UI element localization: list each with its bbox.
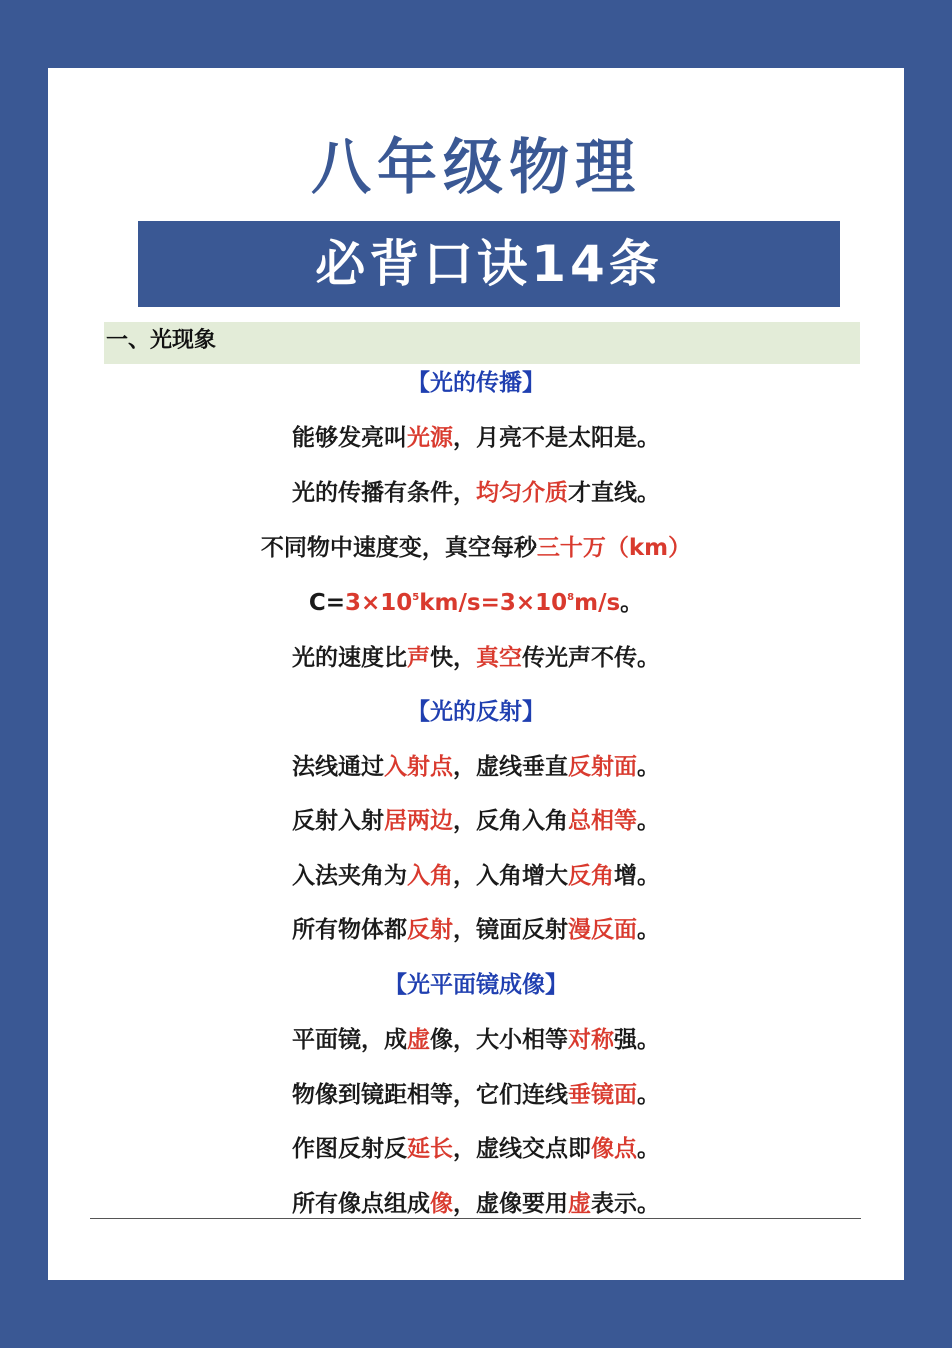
subheading-reflection: 【光的反射】 bbox=[407, 699, 545, 725]
verse-line: 所有像点组成像，虚像要用虚表示。 bbox=[292, 1191, 660, 1217]
bottom-divider bbox=[90, 1218, 861, 1219]
verse-line: 入法夹角为入角，入角增大反角增。 bbox=[292, 863, 660, 889]
formula-line: $C=3\times 10^5km/s=3\times 10^8m/s$。 bbox=[308, 590, 644, 616]
subheading-plane-mirror: 【光平面镜成像】 bbox=[384, 972, 568, 998]
verse-line: 光的速度比声快，真空传光声不传。 bbox=[292, 645, 660, 671]
verse-line: 不同物中速度变，真空每秒三十万（km） bbox=[260, 535, 692, 561]
verse-line: 光的传播有条件，均匀介质才直线。 bbox=[292, 480, 660, 506]
verse-line: 反射入射居两边，反角入角总相等。 bbox=[292, 808, 660, 834]
verse-line: 能够发亮叫光源，月亮不是太阳是。 bbox=[292, 425, 660, 451]
page-title: 八年级物理 bbox=[311, 133, 641, 203]
verse-line: 物像到镜距相等，它们连线垂镜面。 bbox=[292, 1082, 660, 1108]
verse-line: 作图反射反延长，虚线交点即像点。 bbox=[292, 1136, 660, 1162]
verse-line: 所有物体都反射，镜面反射漫反面。 bbox=[292, 917, 660, 943]
subheading-propagation: 【光的传播】 bbox=[407, 370, 545, 396]
verse-line: 平面镜，成虚像，大小相等对称强。 bbox=[292, 1027, 660, 1053]
section-heading: 一、光现象 bbox=[104, 322, 860, 364]
verse-line: 法线通过入射点，虚线垂直反射面。 bbox=[292, 754, 660, 780]
title-banner: 必背口诀14条 bbox=[138, 221, 840, 307]
